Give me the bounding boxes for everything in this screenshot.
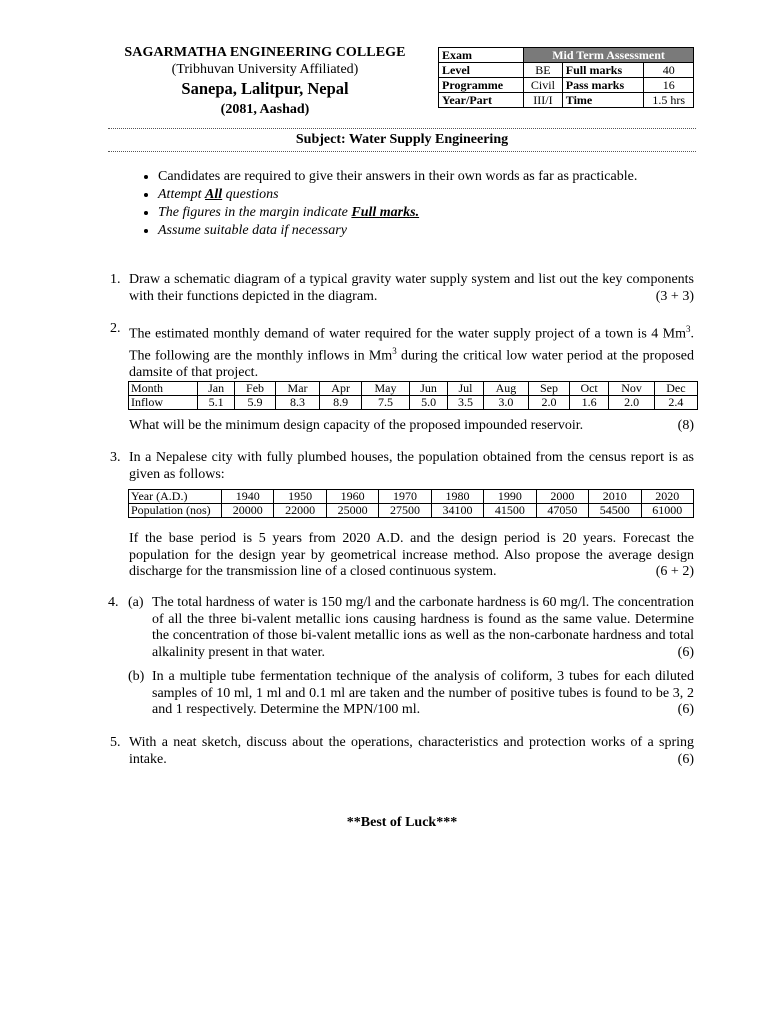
instruction-item: • Attempt All questions — [158, 186, 637, 204]
table-header-cell: Nov — [609, 382, 654, 396]
table-header-label: Month — [129, 382, 198, 396]
pass-marks-label: Pass marks — [562, 78, 644, 93]
pass-marks-value: 16 — [644, 78, 694, 93]
exam-type: Mid Term Assessment — [524, 48, 694, 63]
college-affiliation: (Tribhuvan University Affiliated) — [171, 62, 359, 77]
table-cell: 2.0 — [529, 396, 570, 410]
table-cell: 3.0 — [483, 396, 528, 410]
level-label: Level — [439, 63, 524, 78]
table-header-cell: Apr — [320, 382, 362, 396]
exam-label: Exam — [439, 48, 524, 63]
table-cell: 2.0 — [609, 396, 654, 410]
question-3: 3. In a Nepalese city with fully plumbed houses, the population obtained from the census report is as given as follows: — [110, 450, 694, 482]
table-cell: 34100 — [431, 504, 483, 518]
subject-title: Subject: Water Supply Engineering — [295, 132, 509, 147]
programme-label: Programme — [439, 78, 524, 93]
level-value: BE — [524, 63, 563, 78]
table-header-cell: 2000 — [536, 490, 588, 504]
full-marks-label: Full marks — [562, 63, 644, 78]
table-cell: 27500 — [379, 504, 431, 518]
table-header-cell: Mar — [275, 382, 319, 396]
table-cell: 1.6 — [569, 396, 609, 410]
table-header-cell: Jan — [198, 382, 235, 396]
table-cell: 47050 — [536, 504, 588, 518]
table-row-label: Inflow — [129, 396, 198, 410]
table-header-cell: Dec — [654, 382, 697, 396]
table-cell: 25000 — [326, 504, 378, 518]
table-cell: 54500 — [589, 504, 641, 518]
college-header — [100, 44, 430, 119]
marks: (6) — [677, 644, 694, 660]
programme-value: Civil — [524, 78, 563, 93]
yearpart-label: Year/Part — [439, 93, 524, 108]
time-value: 1.5 hrs — [644, 93, 694, 108]
table-header-cell: 1980 — [431, 490, 483, 504]
table-cell: 5.0 — [409, 396, 447, 410]
table-cell: 20000 — [222, 504, 274, 518]
table-cell: 22000 — [274, 504, 326, 518]
table-cell: 8.3 — [275, 396, 319, 410]
time-label: Time — [562, 93, 644, 108]
table-header-cell: 1940 — [222, 490, 274, 504]
table-cell: 61000 — [641, 504, 694, 518]
college-location: Sanepa, Lalitpur, Nepal — [181, 79, 349, 98]
table-header-cell: Feb — [235, 382, 276, 396]
question-3-followup: If the base period is 5 years from 2020 A.D. and the design period is 20 years. Forecast the population for the design year by geometrical increase method. Also propose the average design discharge for the transmission line of a closed continuous system. (6 + 2) — [129, 531, 694, 579]
table-cell: 3.5 — [448, 396, 483, 410]
table-header-cell: Jul — [448, 382, 483, 396]
table-header-cell: 2020 — [641, 490, 694, 504]
population-table — [128, 489, 694, 518]
table-row-label: Population (nos) — [129, 504, 222, 518]
table-cell: 8.9 — [320, 396, 362, 410]
table-header-cell: 1960 — [326, 490, 378, 504]
table-header-cell: Oct — [569, 382, 609, 396]
instructions-list — [130, 168, 637, 240]
instruction-item: • Candidates are required to give their answers in their own words as far as practicable. — [158, 168, 637, 186]
closing-message: **Best of Luck*** — [346, 815, 458, 830]
table-header-cell: Aug — [483, 382, 528, 396]
table-header-cell: 1950 — [274, 490, 326, 504]
question-1: 1. Draw a schematic diagram of a typical gravity water supply system and list out the key components with their functions depicted in the diagram. (3 + 3) — [110, 272, 694, 304]
table-header-cell: May — [362, 382, 410, 396]
inflow-table — [128, 381, 698, 410]
question-4-number: 4. — [108, 595, 119, 610]
marks: (6 + 2) — [655, 564, 694, 579]
table-cell: 7.5 — [362, 396, 410, 410]
table-header-label: Year (A.D.) — [129, 490, 222, 504]
question-2-followup: What will be the minimum design capacity of the proposed impounded reservoir. (8) — [129, 418, 694, 433]
marks: (6) — [677, 751, 694, 767]
exam-info-table — [438, 47, 694, 108]
exam-year: (2081, Aashad) — [220, 102, 310, 117]
table-cell: 5.9 — [235, 396, 276, 410]
full-marks-value: 40 — [644, 63, 694, 78]
divider-top — [108, 128, 696, 129]
divider-bottom — [108, 151, 696, 152]
marks: (6) — [677, 702, 694, 717]
table-header-cell: 1970 — [379, 490, 431, 504]
table-header-cell: Jun — [409, 382, 447, 396]
question-5: 5. With a neat sketch, discuss about the operations, characteristics and protection works of a spring intake. (6) — [110, 735, 694, 767]
question-4b: (b) In a multiple tube fermentation technique of the analysis of coliform, 3 tubes for each diluted samples of 10 ml, 1 ml and 0.1 ml are taken and the number of positive tubes is found to be 3, 2 and 1 respectively. Determine the MPN/100 ml. (6) — [128, 669, 694, 717]
table-cell: 5.1 — [198, 396, 235, 410]
question-4a: (a) The total hardness of water is 150 mg/l and the carbonate hardness is 60 mg/l. The concentration of all the three bi-valent metallic ions causing hardness is found as the same value. Determine the concentration of those bi-valent metallic ions as well as the non-carbonate hardness and total alkalinity present in that water. (6) — [128, 595, 694, 660]
table-cell: 2.4 — [654, 396, 697, 410]
table-header-cell: 1990 — [484, 490, 536, 504]
question-2: 2. The estimated monthly demand of water required for the water supply project of a town is 4 Mm$^3$. The following are the monthly inflows in Mm$^3$ during the critical low water period at the proposed damsite of that project. — [110, 321, 695, 381]
college-name: SAGARMATHA ENGINEERING COLLEGE — [124, 45, 406, 60]
yearpart-value: III/I — [524, 93, 563, 108]
instruction-item: • Assume suitable data if necessary — [158, 222, 637, 240]
table-header-cell: 2010 — [589, 490, 641, 504]
marks: (8) — [677, 418, 694, 433]
instruction-item: • The figures in the margin indicate Full marks. — [158, 204, 637, 222]
marks: (3 + 3) — [655, 288, 694, 304]
table-header-cell: Sep — [529, 382, 570, 396]
table-cell: 41500 — [484, 504, 536, 518]
